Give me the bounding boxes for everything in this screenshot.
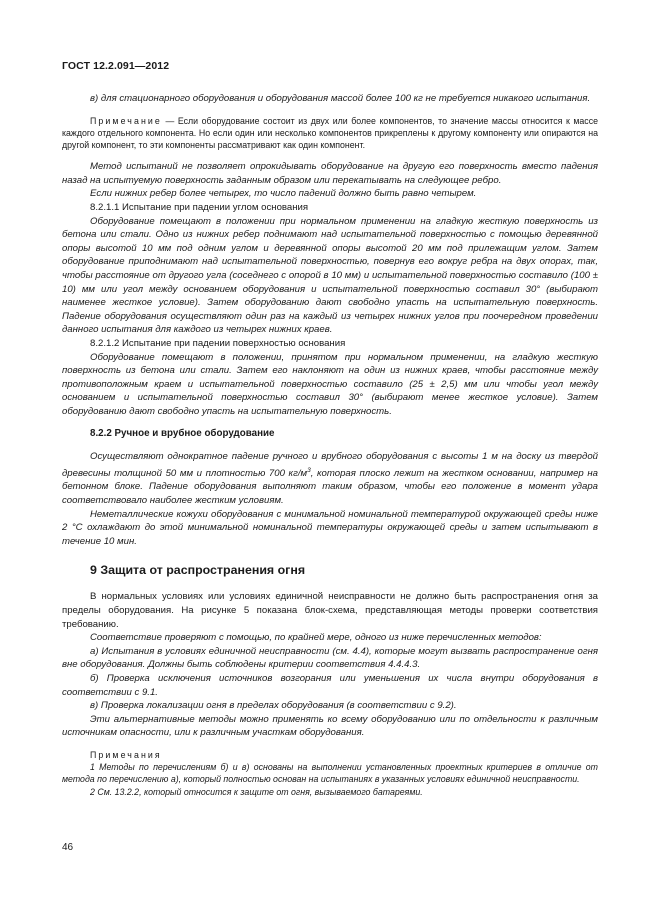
superscript-3: 3 (307, 466, 311, 474)
notes-label (62, 749, 598, 761)
note-paragraph (62, 115, 598, 152)
note-label: Примечание (90, 115, 162, 126)
paragraph-nonmetal: Неметаллические кожухи оборудования с минимальной номинальной температурой окружающей среды ниже 2 °С охлаждают до этой минимальной номинальной температуры окружающей среды и затем испытывают в течение 10 мин. (62, 508, 598, 547)
manual-drop-text-b: , которая плоско лежит на жестком основании, например на бетонном блоке. Падение оборудования выполняют таким образом, чтобы его положение в момент удара соответствовало наиболее жестким условиям. (62, 467, 598, 507)
note-2: 2 См. 13.2.2, который относится к защите от огня, вызываемого батареями. (90, 786, 423, 797)
paragraph-corner-drop: Оборудование помещают в положении при нормальном применении на гладкую жесткую поверхность из бетона или стали. Одно из нижних ребер поднимают над испытательной поверхностью с помощью деревянной опоры высотой 10 мм под одним углом и деревянной опоры высотой 20 мм под прилежащим углом. Затем оборудование приподнимают над испытательной поверхностью, повернув его вокруг ребра на двух опорах, так, чтобы расстояние от другого угла (соседнего с опорой в 10 мм) и испытательной поверхностью составило (100 ± 10) мм или угол между основанием оборудования и испытательной поверхностью составил 30° (выбирают наименее жесткое условие). Затем оборудованию дают свободно упасть на испытательную поверхность. Падение оборудования осуществляют один раз на каждый из четырех нижних углов при поочередном проведении данного испытания для каждого из четырех нижних краев. (62, 215, 598, 336)
paragraph-alternatives: Эти альтернативные методы можно применять ко всему оборудованию или по отдельности к различным источникам опасности, или к различным участкам оборудования. (62, 713, 598, 739)
list-item-v: в) Проверка локализации огня в пределах оборудования (в соответствии с 9.2). (90, 700, 457, 712)
section-8-2-1-1-heading: 8.2.1.1 Испытание при падении углом основания (90, 201, 309, 213)
paragraph-9-intro: В нормальных условиях или условиях единичной неисправности не должно быть распространения огня за пределы оборудования. На рисунке 5 показана блок-схема, представляющая методы проверки соответствия требованию. (62, 591, 598, 630)
manual-drop-text-a: Осуществляют однократное падение ручного и врубного оборудования с высоты 1 м на доску из твердой древесины толщиной 50 мм и плотностью 700 кг/м (62, 451, 598, 479)
paragraph-method: Метод испытаний не позволяет опрокидывать оборудование на другую его поверхность вместо падения назад на испытуемую поверхность заданным образом или перекатывать на следующее ребро. (62, 161, 598, 186)
section-8-2-2-heading: 8.2.2 Ручное и врубное оборудование (90, 428, 275, 440)
paragraph-stationary: в) для стационарного оборудования и оборудования массой более 100 кг не требуется никакого испытания. (90, 93, 591, 104)
paragraph-manual-drop (62, 450, 598, 508)
notes-label-text: Примечания (90, 749, 162, 760)
document-header: ГОСТ 12.2.091—2012 (62, 60, 170, 72)
paragraph-surface-drop: Оборудование помещают в положении, принятом при нормальном применении, на гладкую жесткую поверхность из бетона или стали. Затем его наклоняют на один из нижних краев, чтобы расстояние между противоположным краем и испытательной поверхностью составило (25 ± 2,5) мм или чтобы угол между основанием и испытательной поверхностью составил 30° (выбирают менее жесткое условие). Затем оборудованию дают свободно упасть на испытательную поверхность. (62, 351, 598, 417)
page-number: 46 (62, 842, 74, 853)
note-1: 1 Методы по перечислениям б) и в) основаны на выполнении установленных проектных критериев в отличие от метода по перечислению а), который полностью основан на испытаниях в указанных условиях единичной неисправности. (62, 762, 598, 785)
note-text: — Если оборудование состоит из двух или более компонентов, то значение массы относится к массе каждого отдельного компонента. Но если один или несколько компонентов прикреплены к другому компоненту или опираются на другой компонент, то эти компоненты рассматривают как один компонент. (62, 115, 598, 150)
list-item-a: а) Испытания в условиях единичной неисправности (см. 4.4), которые могут вызвать распространение огня вне оборудования. Должны быть соблюдены критерии соответствия 4.4.4.3. (62, 645, 598, 671)
section-8-2-1-2-heading: 8.2.1.2 Испытание при падении поверхностью основания (90, 337, 346, 349)
list-item-b: б) Проверка исключения источников возгорания или уменьшения их числа внутри оборудования в соответствии с 9.1. (62, 672, 598, 698)
paragraph-edges: Если нижних ребер более четырех, то число падений должно быть равно четырем. (90, 188, 477, 200)
document-body (62, 92, 598, 798)
paragraph-9-compliance: Соответствие проверяют с помощью, по крайней мере, одного из ниже перечисленных методов: (90, 632, 542, 644)
section-9-heading: 9 Защита от распространения огня (90, 563, 306, 578)
